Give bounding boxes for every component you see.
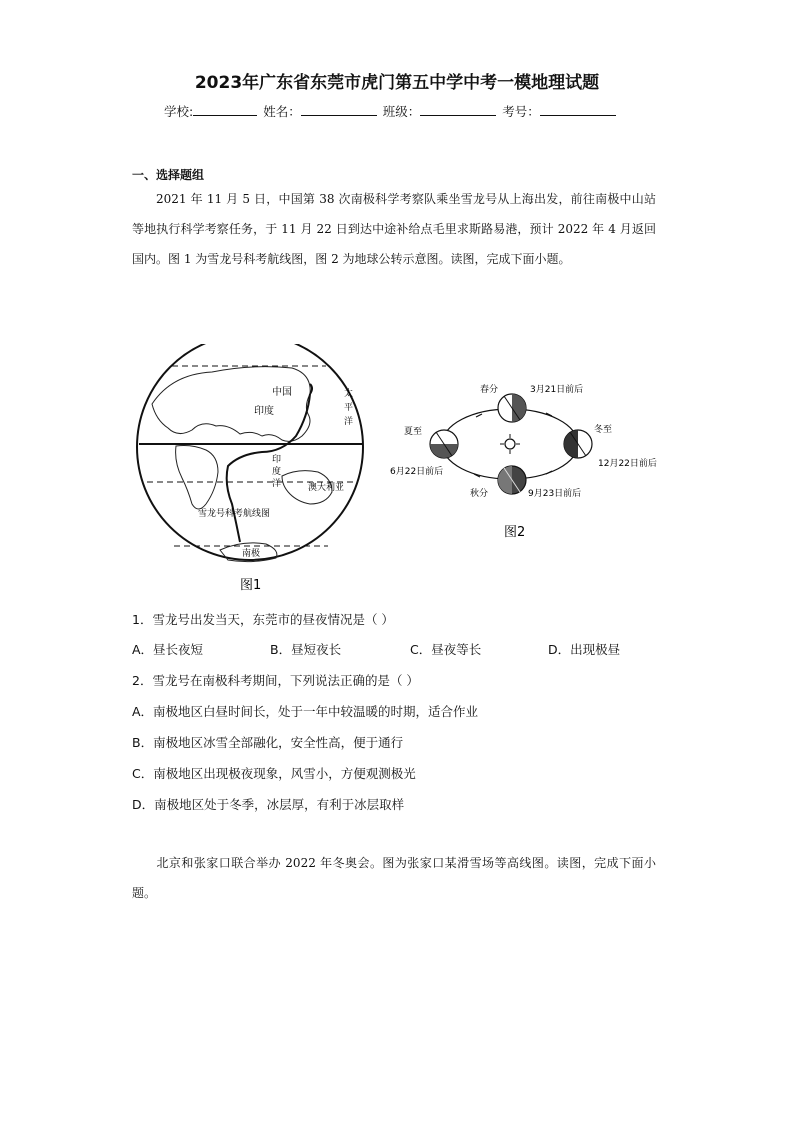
label-spring: 春分 — [480, 385, 499, 395]
passage-1 — [132, 184, 656, 274]
label-pacific-1: 太 — [344, 389, 354, 399]
figure-2-caption: 图2 — [504, 525, 526, 540]
earth-autumn — [498, 466, 526, 494]
passage-2-text: 北京和张家口联合举办 2022 年冬奥会。图为张家口某滑雪场等高线图。读图，完成下面小题。 — [132, 856, 656, 900]
label-winter: 冬至 — [594, 425, 613, 435]
passage-1-text: 2021 年 11 月 5 日，中国第 38 次南极科学考察队乘坐雪龙号从上海出发，前往南极中山站等地执行科学考察任务，于 11 月 22 日到达中途补给点毛里求斯路易港，预计 2022 年 4 月返回国内。图 1 为雪龙号科考航线图，图 2 为地球公转示意图。读图，完成下面小题。 — [132, 192, 656, 266]
class-blank — [420, 103, 496, 116]
name-label: 姓名： — [263, 104, 301, 119]
figure-2-earth-revolution — [430, 394, 592, 494]
class-label: 班级： — [382, 104, 421, 119]
label-summer-date: 6月22日前后 — [390, 467, 444, 477]
question-1-option-d: D．出现极昼 — [548, 642, 621, 657]
passage-2 — [132, 848, 656, 908]
document-title: 2023年广东省东莞市虎门第五中学中考一模地理试题 — [194, 73, 600, 93]
section-title: 一、选择题组 — [132, 168, 205, 182]
student-info-line — [164, 102, 618, 120]
label-china: 中国 — [272, 387, 292, 398]
label-pacific-3: 洋 — [344, 417, 354, 427]
label-pacific-2: 平 — [344, 403, 354, 413]
earth-summer — [430, 430, 458, 458]
label-summer: 夏至 — [404, 427, 423, 437]
exam-no-label: 考号： — [502, 104, 540, 119]
label-autumn: 秋分 — [470, 489, 489, 499]
label-autumn-date: 9月23日前后 — [528, 489, 582, 499]
question-2-option-b: B．南极地区冰雪全部融化，安全性高，便于通行 — [132, 735, 404, 750]
label-indian-ocean-1: 印 — [272, 455, 282, 465]
question-2-option-c: C．南极地区出现极夜现象，风雪小，方便观测极光 — [132, 766, 416, 781]
figure-1-caption: 图1 — [240, 578, 262, 593]
school-label: 学校: — [164, 104, 194, 119]
earth-spring — [498, 394, 526, 422]
label-route: 雪龙号科考航线图 — [198, 509, 271, 519]
label-australia: 澳大利亚 — [308, 483, 345, 493]
question-1-option-c: C．昼夜等长 — [410, 642, 482, 657]
label-winter-date: 12月22日前后 — [598, 459, 657, 469]
label-indian-ocean-2: 度 — [272, 467, 282, 477]
figures — [132, 344, 672, 594]
question-1-option-a: A．昼长夜短 — [132, 642, 204, 657]
label-india: 印度 — [254, 406, 274, 417]
question-2-option-d: D．南极地区处于冬季，冰层厚，有利于冰层取样 — [132, 797, 405, 812]
exam-no-blank — [540, 103, 616, 116]
label-indian-ocean-3: 洋 — [272, 479, 282, 489]
question-1-option-b: B．昼短夜长 — [270, 642, 342, 657]
name-blank — [301, 103, 377, 116]
question-1-stem: 1．雪龙号出发当天，东莞市的昼夜情况是（ ） — [132, 612, 394, 627]
globe — [137, 344, 363, 562]
school-blank — [193, 103, 257, 116]
question-2-stem: 2．雪龙号在南极科考期间，下列说法正确的是（ ） — [132, 673, 419, 688]
question-2-option-a: A．南极地区白昼时间长，处于一年中较温暖的时期，适合作业 — [132, 704, 479, 719]
sun-icon — [500, 434, 520, 454]
figure-1-globe-map — [132, 344, 672, 594]
earth-winter — [564, 430, 592, 458]
label-antarctica: 南极 — [242, 549, 261, 559]
label-spring-date: 3月21日前后 — [530, 385, 584, 395]
